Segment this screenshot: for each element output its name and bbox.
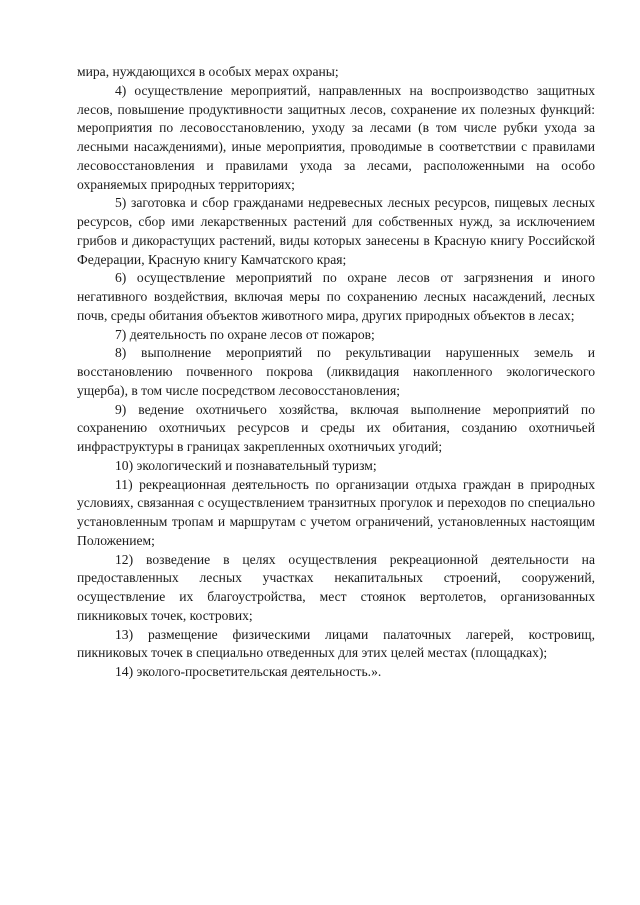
- list-item-7: 7) деятельность по охране лесов от пожаров;: [115, 326, 375, 342]
- document-body: [77, 63, 595, 682]
- list-item-11: 11) рекреационная деятельность по организации отдыха граждан в природных условиях, связанная с осуществлением транзитных прогулок и переходов по специально установленным тропам и маршрутам с учетом ограничений, установленных настоящим Положением;: [77, 476, 595, 548]
- list-item-6: 6) осуществление мероприятий по охране лесов от загрязнения и иного негативного воздействия, включая меры по сохранению лесных насаждений, лесных почв, среды обитания объектов животного мира, других природных объектов в лесах;: [77, 270, 595, 323]
- list-item-5: 5) заготовка и сбор гражданами недревесных лесных ресурсов, пищевых лесных ресурсов, сбор ими лекарственных растений для собственных нужд, за исключением грибов и дикорастущих растений, виды которых занесены в Красную книгу Российской Федерации, Красную книгу Камчатского края;: [77, 195, 595, 267]
- list-item-4: 4) осуществление мероприятий, направленных на воспроизводство защитных лесов, повышение продуктивности защитных лесов, сохранение их полезных функций: мероприятия по лесовосстановлению, уходу за лесами (в том числе рубки ухода за лесными насаждениями), иные мероприятия, проводимые в соответствии с правилами лесовосстановления и правилами ухода за лесами, расположенными на особо охраняемых природных территориях;: [77, 82, 595, 192]
- list-item-10: 10) экологический и познавательный туризм;: [115, 457, 377, 473]
- list-item-9: 9) ведение охотничьего хозяйства, включая выполнение мероприятий по сохранению охотничьих ресурсов и среды их обитания, созданию охотничьей инфраструктуры в границах закрепленных охотничьих угодий;: [77, 401, 595, 454]
- paragraph-continuation: мира, нуждающихся в особых мерах охраны;: [77, 64, 339, 79]
- list-item-13: 13) размещение физическими лицами палаточных лагерей, костровищ, пикниковых точек в специально отведенных для этих целей местах (площадках);: [77, 626, 595, 661]
- list-item-12: 12) возведение в целях осуществления рекреационной деятельности на предоставленных лесных участках некапитальных строений, сооружений, осуществление их благоустройства, мест стоянок вертолетов, организованных пикниковых точек, кострових;: [77, 551, 595, 623]
- list-item-14: 14) эколого-просветительская деятельность.».: [115, 664, 382, 679]
- list-item-8: 8) выполнение мероприятий по рекультивации нарушенных земель и восстановлению почвенного покрова (ликвидация накопленного экологического ущерба), в том числе посредством лесовосстановления;: [77, 345, 595, 398]
